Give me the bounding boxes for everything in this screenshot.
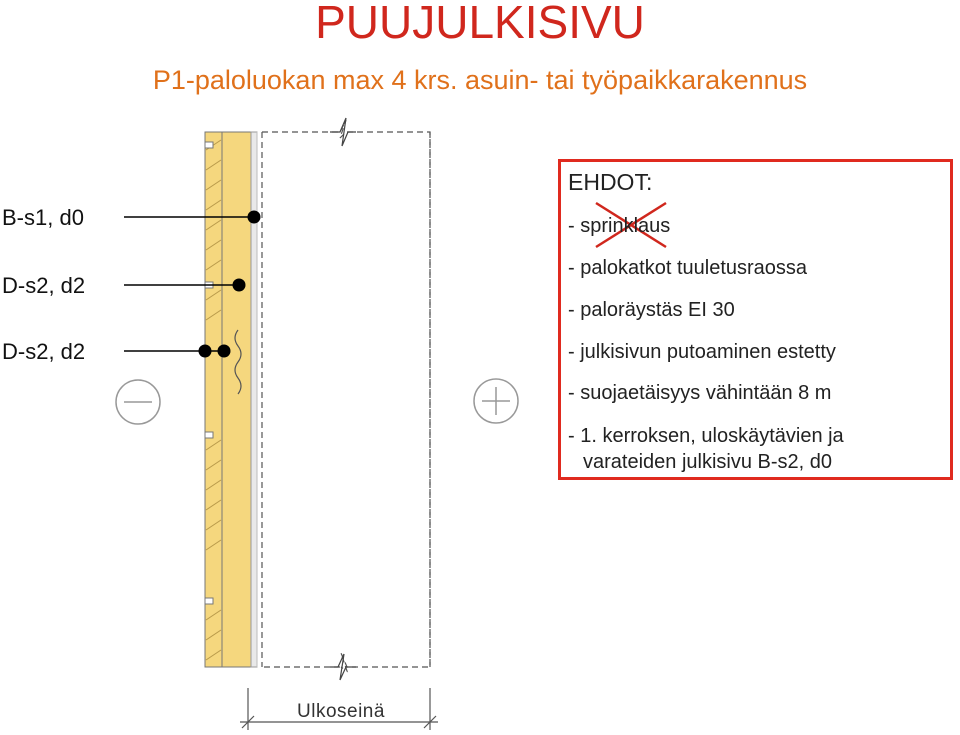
condition-sprinkler: - sprinklaus [568, 215, 671, 237]
break-marker-top [330, 118, 356, 146]
condition-fire-eaves: - paloräystäs EI 30 [568, 299, 735, 321]
wall-frame [251, 120, 430, 671]
conditions-heading: EHDOT: [568, 169, 653, 195]
condition-first-floor-cont: varateiden julkisivu B-s2, d0 [583, 451, 833, 473]
wall-name-label: Ulkoseinä [297, 701, 385, 722]
layer-label-middle: D-s2, d2 [2, 273, 86, 298]
page-subtitle: P1-paloluokan max 4 krs. asuin- tai työpaikkarakennus [152, 65, 808, 95]
layer-label-outer: B-s1, d0 [2, 205, 84, 230]
condition-fire-stops: - palokatkot tuuletusraossa [568, 257, 808, 279]
condition-first-floor: - 1. kerroksen, uloskäytävien ja [568, 425, 844, 447]
layer-label-inner: D-s2, d2 [2, 339, 86, 364]
condition-falling-prevented: - julkisivun putoaminen estetty [568, 341, 836, 363]
break-marker-bottom [330, 654, 356, 680]
plus-icon [474, 379, 518, 423]
wood-cladding [205, 132, 251, 667]
condition-distance: - suojaetäisyys vähintään 8 m [568, 382, 832, 404]
page-title: PUUJULKISIVU [315, 0, 645, 48]
minus-icon [116, 380, 160, 424]
